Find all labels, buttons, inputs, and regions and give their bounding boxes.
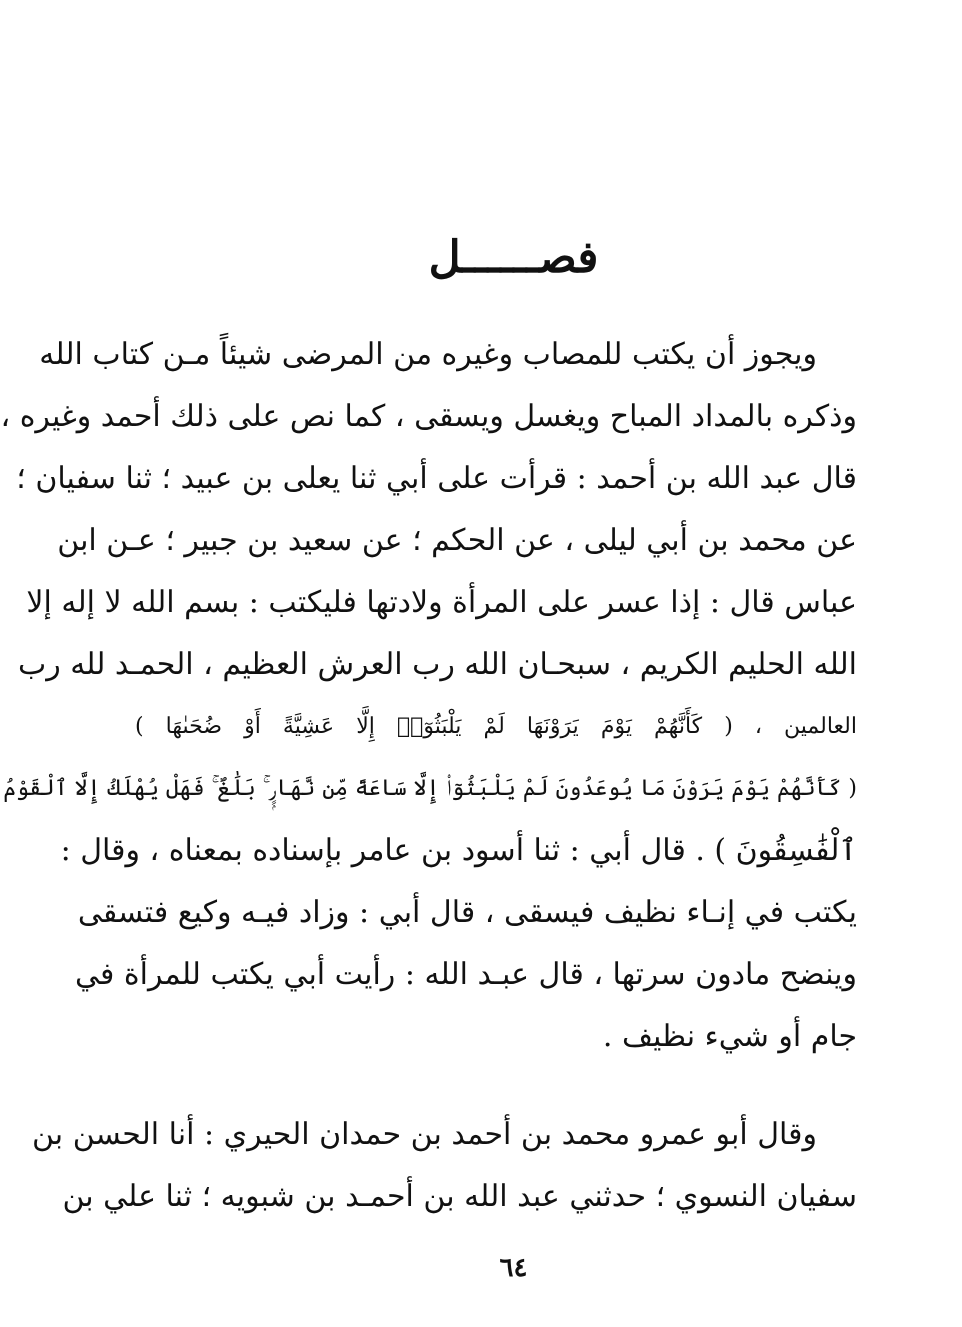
text-line: عباس قال : إذا عسر على المرأة ولادتها فليكتب : بسم الله لا إله إلا xyxy=(26,585,857,620)
paragraph-1 xyxy=(0,324,857,1068)
text-line: جام أو شيء نظيف . xyxy=(602,1019,857,1054)
text-line: وينضح مادون سرتها ، قال عبـد الله : رأيت أبي يكتب للمرأة في xyxy=(75,957,857,992)
section-heading: فصــــــل xyxy=(428,232,599,283)
page-number: ٦٤ xyxy=(499,1253,528,1283)
text-line: الله الحليم الكريم ، سبحـان الله رب العرش العظيم ، الحمـد لله رب xyxy=(17,647,857,682)
paragraph-2 xyxy=(31,1104,857,1228)
text-line: ويجوز أن يكتب للمصاب وغيره من المرضى شيئاً مـن كتاب الله xyxy=(39,337,817,372)
text-line: وذكره بالمداد المباح ويغسل ويسقى ، كما نص على ذلك أحمد وغيره ، xyxy=(0,399,857,434)
quran-verse-line: ( كَأَنَّهُمْ يَوْمَ يَرَوْنَ مَا يُوعَدُونَ لَمْ يَلْبَثُوٓا۟ إِلَّا سَاعَةً مِّن نَّهَارٍۭ ۚ بَلَٰغٌ ۚ فَهَلْ يُهْلَكُ إِلَّا ٱلْقَوْمُ xyxy=(3,776,857,801)
quran-verse-line: العالمين ، ( كَأَنَّهُمْ يَوْمَ يَرَوْنَهَا لَمْ يَلْبَثُوٓا۟ إِلَّا عَشِيَّةً أَوْ ضُحَىٰهَا ) xyxy=(135,714,857,739)
text-line: يكتب في إنـاء نظيف فيسقى ، قال أبي : وزاد فيـه وكيع فتسقى xyxy=(77,895,857,930)
text-line: وقال أبو عمرو محمد بن أحمد بن حمدان الحيري : أنا الحسن بن xyxy=(31,1117,817,1152)
text-line: سفيان النسوي ؛ حدثني عبد الله بن أحمـد بن شبويه ؛ ثنا علي بن xyxy=(62,1179,857,1214)
text-line: ٱلْفَٰسِقُونَ ) . قال أبي : ثنا أسود بن عامر بإسناده بمعناه ، وقال : xyxy=(60,833,857,868)
text-line: قال عبد الله بن أحمد : قرأت على أبي ثنا يعلى بن عبيد ؛ ثنا سفيان ؛ xyxy=(16,461,857,496)
text-line: عن محمد بن أبي ليلى ، عن الحكم ؛ عن سعيد بن جبير ؛ عـن ابن xyxy=(57,523,857,558)
